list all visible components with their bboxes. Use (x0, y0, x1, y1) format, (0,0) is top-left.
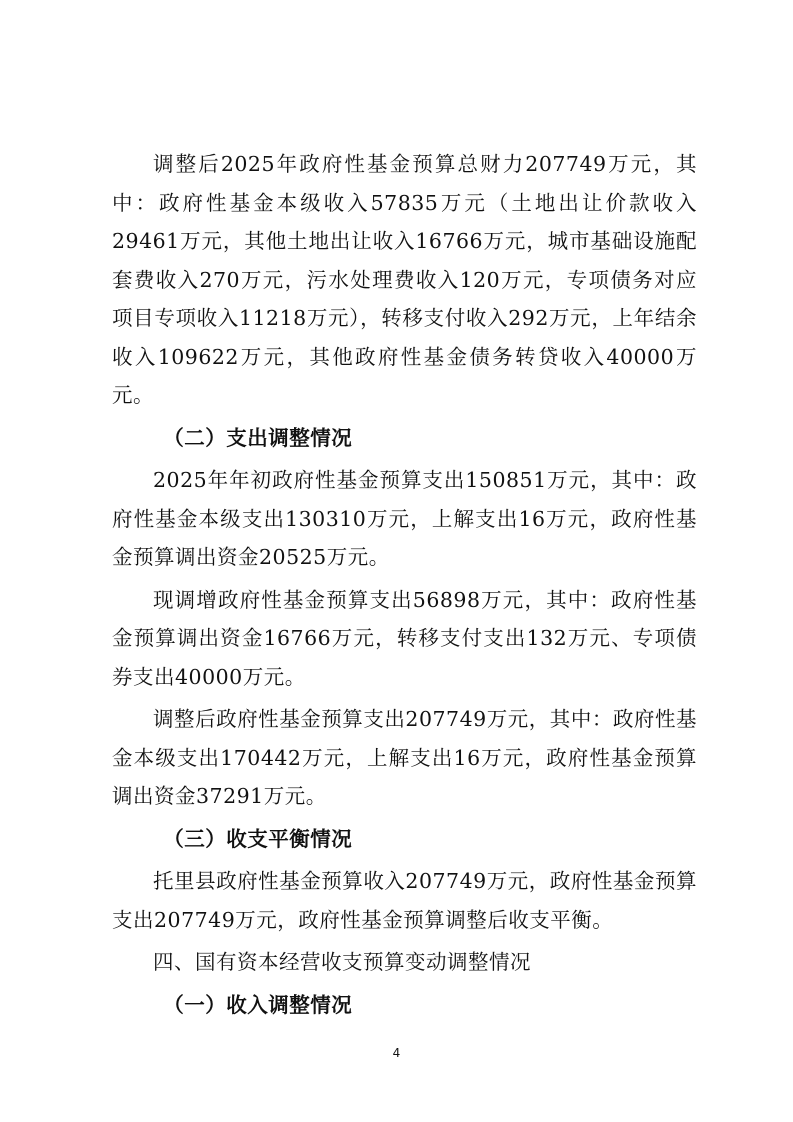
paragraph-increased-expenditure: 现调增政府性基金预算支出56898万元，其中：政府性基金预算调出资金16766万元，转移支付支出132万元、专项债券支出40000万元。 (112, 587, 697, 689)
document-body (112, 145, 697, 1024)
page-number: 4 (392, 1046, 401, 1060)
section-heading-state-capital: 四、国有资本经营收支预算变动调整情况 (153, 950, 531, 974)
section-heading-balance: （三）收支平衡情况 (163, 826, 353, 851)
paragraph-fund-total-resources: 调整后2025年政府性基金预算总财力207749万元，其中：政府性基金本级收入57835万元（土地出让价款收入29461万元，其他土地出让收入16766万元，城市基础设施配套费收入270万元，污水处理费收入120万元，专项债务对应项目专项收入11218万元），转移支付收入292万元，上年结余收入109622万元，其他政府性基金债务转贷收入40000万元。 (112, 152, 697, 407)
paragraph-adjusted-expenditure: 调整后政府性基金预算支出207749万元，其中：政府性基金本级支出170442万元，上解支出16万元，政府性基金预算调出资金37291万元。 (112, 707, 697, 808)
paragraph-initial-expenditure: 2025年年初政府性基金预算支出150851万元，其中：政府性基金本级支出130310万元，上解支出16万元，政府性基金预算调出资金20525万元。 (112, 468, 697, 569)
section-heading-income-adjustment: （一）收入调整情况 (163, 992, 353, 1017)
paragraph-balance: 托里县政府性基金预算收入207749万元，政府性基金预算支出207749万元，政府性基金预算调整后收支平衡。 (112, 869, 697, 932)
section-heading-expenditure-adjustment: （二）支出调整情况 (163, 425, 353, 450)
